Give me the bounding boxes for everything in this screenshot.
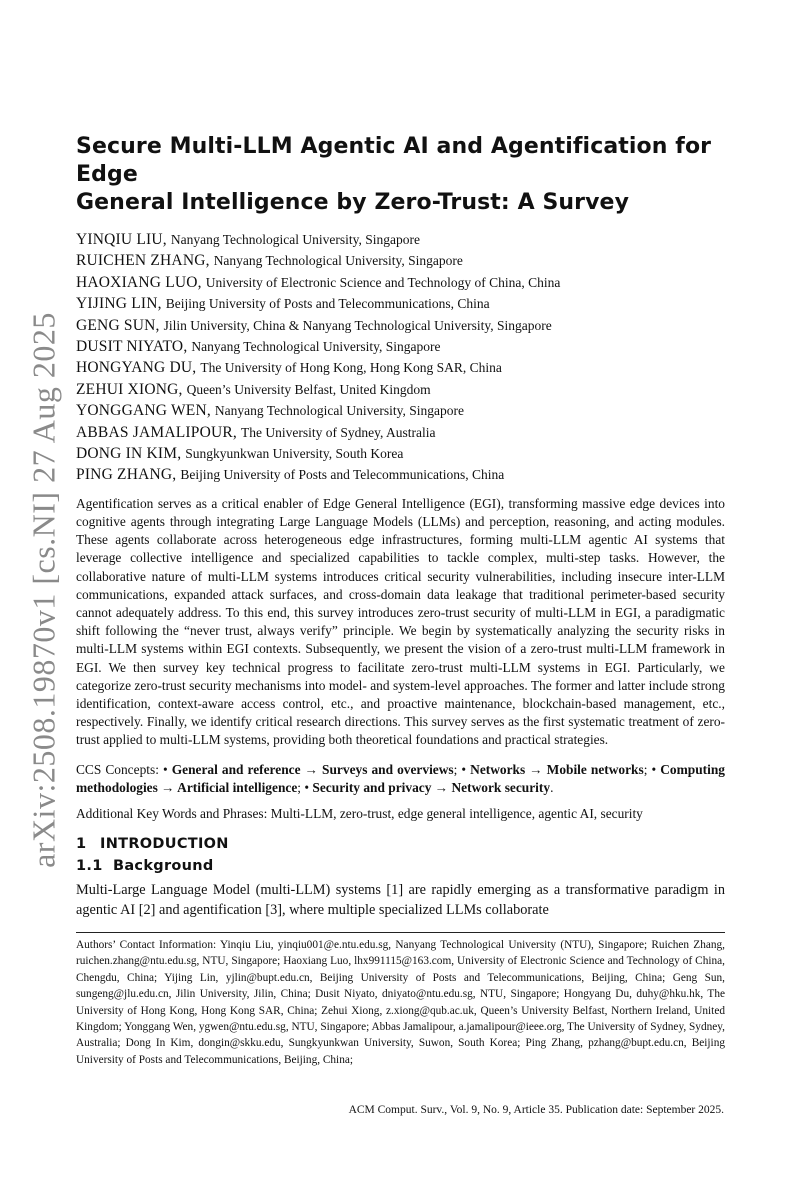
author-name: ABBAS JAMALIPOUR,	[76, 423, 238, 441]
ccs-end: .	[550, 779, 554, 795]
ccs-concept: Networks → Mobile networks	[470, 761, 644, 777]
footnote-divider	[76, 932, 725, 933]
author-name: YINQIU LIU,	[76, 231, 167, 248]
author-list	[76, 229, 725, 486]
author-affiliation: Sungkyunkwan University, South Korea	[185, 445, 404, 461]
author-name: GENG SUN,	[76, 316, 160, 334]
author-entry	[76, 315, 725, 336]
section-number: 1	[76, 836, 87, 853]
ccs-separator: ; •	[453, 761, 467, 777]
ccs-concept: Computing methodologies → Artificial intelligence	[76, 761, 725, 795]
author-entry	[76, 443, 725, 464]
paper-front-matter	[76, 133, 725, 920]
author-entry	[76, 464, 725, 485]
author-name: ZEHUI XIONG,	[76, 380, 183, 398]
arxiv-identifier-stamp	[14, 0, 74, 1184]
intro-paragraph: Multi-Large Language Model (multi-LLM) systems [1] are rapidly emerging as a transformative paradigm in agentic AI [2] and agentification [3], where multiple specialized LLMs collaborate	[76, 882, 725, 919]
ccs-concept: Security and privacy → Network security	[312, 779, 551, 795]
author-affiliation: Queen’s University Belfast, United Kingdom	[186, 381, 431, 397]
author-entry	[76, 400, 725, 421]
author-entry	[76, 379, 725, 400]
ccs-concept: General and reference → Surveys and overviews	[171, 761, 454, 777]
ccs-separator: ; •	[643, 761, 657, 777]
subsection-number: 1.1	[76, 858, 103, 875]
author-affiliation: Beijing University of Posts and Telecommunications, China	[165, 296, 490, 312]
ccs-label: CCS Concepts: •	[76, 761, 168, 777]
author-entry	[76, 229, 725, 250]
author-affiliation: Jilin University, China & Nanyang Technological University, Singapore	[163, 317, 552, 333]
author-affiliation: Nanyang Technological University, Singapore	[170, 232, 420, 247]
author-name: HAOXIANG LUO,	[76, 273, 202, 291]
author-affiliation: Nanyang Technological University, Singapore	[213, 253, 463, 269]
author-entry	[76, 357, 725, 378]
subsection-heading-background	[76, 855, 725, 877]
author-entry	[76, 272, 725, 293]
arxiv-id: arXiv:2508.19870v1 [cs.NI] 27 Aug 2025	[25, 312, 62, 868]
section-heading-introduction	[76, 833, 725, 855]
ccs-separator: ; •	[297, 779, 310, 795]
author-name: RUICHEN ZHANG,	[76, 252, 210, 270]
author-entry	[76, 250, 725, 271]
author-entry	[76, 336, 725, 357]
author-entry	[76, 422, 725, 443]
author-contact-footnote: Authors’ Contact Information: Yinqiu Liu, yinqiu001@e.ntu.edu.sg, Nanyang Technological University (NTU), Singapore; Ruichen Zhang, ruichen.zhang@ntu.edu.sg, NTU, Singapore; Haoxiang Luo, lhx991115@163.com, University of Electronic Science and Technology of China, Chengdu, China; Yijing Lin, yjlin@bupt.edu.cn, Beijing University of Posts and Telecommunications, Beijing, China; Geng Sun, sungeng@jlu.edu.cn, Jilin University, Jilin, China; Dusit Niyato, dniyato@ntu.edu.sg, NTU, Singapore; Hongyang Du, duhy@hku.hk, The University of Hong Kong, Hong Kong SAR, China; Zehui Xiong, z.xiong@qub.ac.uk, Queen’s University Belfast, Northern Ireland, United Kingdom; Yonggang Wen, ygwen@ntu.edu.sg, NTU, Singapore; Abbas Jamalipour, a.jamalipour@ieee.org, The University of Sydney, Sydney, Australia; Dong In Kim, dongin@skku.edu, Sungkyunkwan University, Suwon, South Korea; Ping Zhang, pzhang@bupt.edu.cn, Beijing University of Posts and Telecommunications, Beijing, China;	[76, 939, 725, 1066]
author-name: DUSIT NIYATO,	[76, 337, 188, 355]
author-affiliation: Nanyang Technological University, Singapore	[214, 403, 465, 419]
abstract: Agentification serves as a critical enabler of Edge General Intelligence (EGI), transforming massive edge devices into cognitive agents through integrating Large Language Models (LLMs) and perception, reasoning, and acting modules. These agents collaborate across heterogeneous edge infrastructures, forming multi-LLM agentic AI systems that leverage collective intelligence and specialized capabilities to tackle complex, multi-step tasks. However, the collaborative nature of multi-LLM systems introduces critical security vulnerabilities, including insecure inter-LLM communications, expanded attack surfaces, and cross-domain data leakage that traditional perimeter-based security cannot adequately address. To this end, this survey introduces zero-trust security of multi-LLM in EGI, a paradigmatic shift following the “never trust, always verify” principle. We begin by systematically analyzing the security risks in multi-LLM systems within EGI contexts. Subsequently, we present the vision of a zero-trust multi-LLM framework in EGI. We then survey key technical progress to facilitate zero-trust multi-LLM systems in EGI. Particularly, we categorize zero-trust security mechanisms into model- and system-level approaches. The former and latter include strong identification, context-aware access control, etc., and proactive maintenance, blockchain-based management, etc., respectively. Finally, we identify critical research directions. This survey serves as the first systematic treatment of zero-trust applied to multi-LLM systems, providing both theoretical foundations and practical strategies.	[76, 495, 725, 748]
author-name: YONGGANG WEN,	[76, 402, 211, 420]
keywords: Additional Key Words and Phrases: Multi-LLM, zero-trust, edge general intelligence, agentic AI, security	[76, 805, 643, 821]
ccs-concepts	[76, 761, 725, 797]
author-affiliation: The University of Sydney, Australia	[241, 424, 436, 440]
author-name: HONGYANG DU,	[76, 359, 197, 377]
author-name: DONG IN KIM,	[76, 444, 182, 462]
subsection-title: Background	[113, 858, 214, 875]
author-name: YIJING LIN,	[76, 295, 162, 313]
author-affiliation: University of Electronic Science and Technology of China, China	[205, 274, 561, 290]
paper-title	[76, 133, 725, 217]
author-affiliation: Beijing University of Posts and Telecommunications, China	[180, 467, 505, 483]
author-entry	[76, 293, 725, 314]
title-line-1: Secure Multi-LLM Agentic AI and Agentification for Edge	[76, 134, 712, 187]
author-name: PING ZHANG,	[76, 466, 177, 484]
running-footer: ACM Comput. Surv., Vol. 9, No. 9, Article 35. Publication date: September 2025.	[348, 1104, 724, 1116]
section-title: INTRODUCTION	[100, 836, 229, 853]
title-line-2: General Intelligence by Zero-Trust: A Survey	[76, 190, 630, 215]
author-affiliation: Nanyang Technological University, Singapore	[191, 338, 441, 354]
author-affiliation: The University of Hong Kong, Hong Kong SAR, China	[200, 360, 502, 376]
